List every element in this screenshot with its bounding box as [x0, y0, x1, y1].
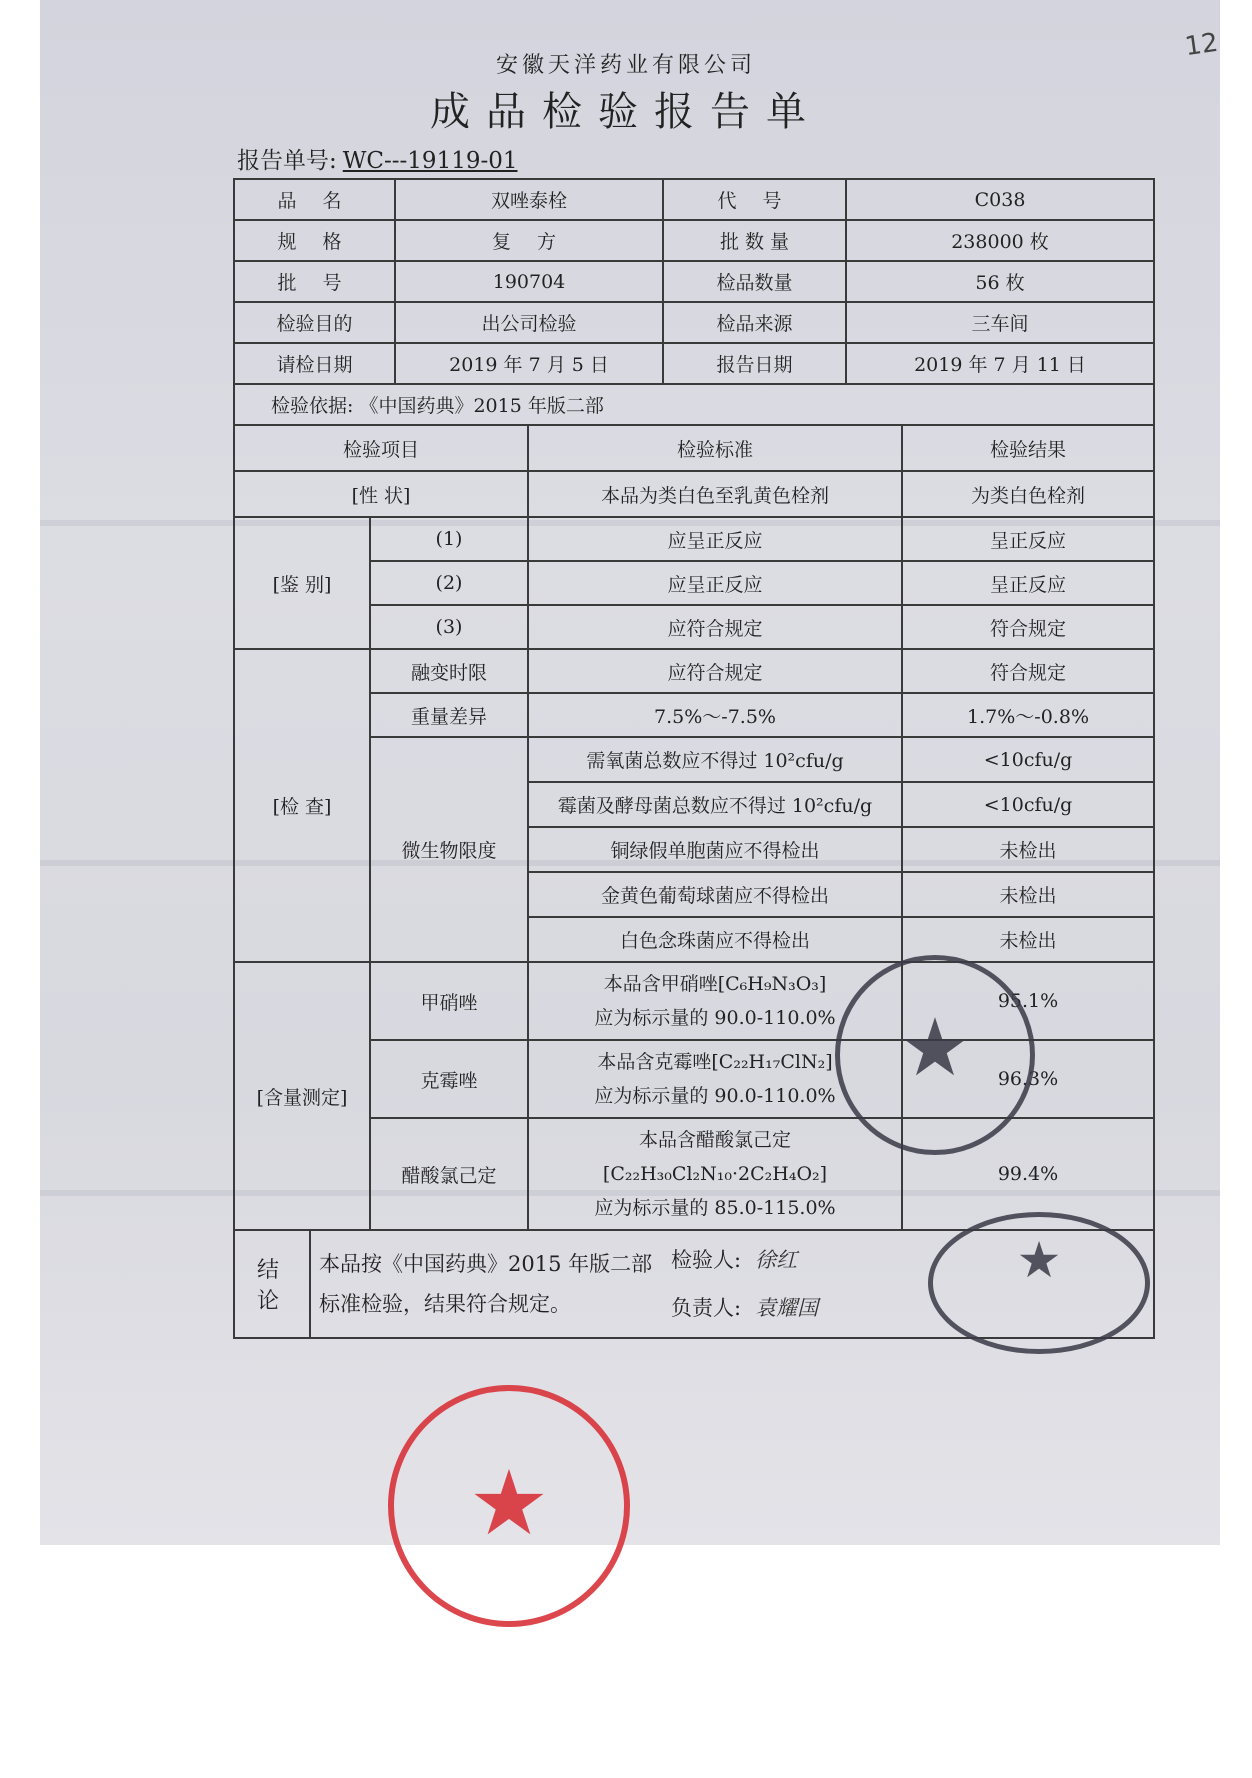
weight-label: 重量差异 — [370, 693, 528, 737]
softening-result: 符合规定 — [902, 649, 1154, 693]
identification-sub: (1) — [370, 517, 528, 561]
assay-result: 95.1% — [902, 962, 1154, 1040]
microbe-result: <10cfu/g — [902, 737, 1154, 782]
inspector-label: 检验人: — [671, 1248, 742, 1272]
microbe-standard: 金黄色葡萄球菌应不得检出 — [528, 872, 902, 917]
identification-standard: 应呈正反应 — [528, 561, 902, 605]
batch-qty-label: 批 数 量 — [663, 220, 846, 261]
sample-qty-label: 检品数量 — [663, 261, 846, 302]
assay-result: 99.4% — [902, 1118, 1154, 1230]
assay-label: [含量测定] — [234, 962, 370, 1230]
identification-result: 呈正反应 — [902, 561, 1154, 605]
identification-result: 呈正反应 — [902, 517, 1154, 561]
code-value: C038 — [846, 179, 1154, 220]
assay-sub: 甲硝唑 — [370, 962, 528, 1040]
col-header-standard: 检验标准 — [528, 425, 902, 471]
assay-standard-line: 本品含克霉唑[C₂₂H₁₇ClN₂] — [597, 1051, 833, 1073]
microbe-standard: 需氧菌总数应不得过 10²cfu/g — [528, 737, 902, 782]
appearance-label: [性 状] — [234, 471, 528, 517]
batch-no-value: 190704 — [395, 261, 663, 302]
report-number-value: WC---19119-01 — [342, 148, 518, 174]
inspector-signature: 徐红 — [755, 1248, 798, 1272]
identification-sub: (2) — [370, 561, 528, 605]
batch-no-label: 批 号 — [234, 261, 395, 302]
softening-label: 融变时限 — [370, 649, 528, 693]
sample-qty-value: 56 枚 — [846, 261, 1154, 302]
page-number: 12 — [1183, 27, 1221, 63]
star-icon: ★ — [899, 1001, 971, 1094]
red-seal-stamp — [388, 1385, 630, 1627]
microbe-result: <10cfu/g — [902, 782, 1154, 827]
microbe-standard: 霉菌及酵母菌总数应不得过 10²cfu/g — [528, 782, 902, 827]
identification-standard: 应符合规定 — [528, 605, 902, 649]
microbe-result: 未检出 — [902, 872, 1154, 917]
code-label: 代 号 — [663, 179, 846, 220]
batch-qty-value: 238000 枚 — [846, 220, 1154, 261]
assay-result: 96.3% — [902, 1040, 1154, 1118]
report-number-label: 报告单号: — [237, 148, 337, 174]
inspection-label: [检 查] — [234, 649, 370, 962]
inspection-seal-stamp — [928, 1212, 1150, 1354]
identification-result: 符合规定 — [902, 605, 1154, 649]
assay-standard-line: 本品含甲硝唑[C₆H₉N₃O₃] — [603, 973, 827, 995]
microbe-standard: 铜绿假单胞菌应不得检出 — [528, 827, 902, 872]
conclusion-label: 结 论 — [234, 1230, 310, 1338]
col-header-item: 检验项目 — [234, 425, 528, 471]
report-table — [233, 178, 1155, 1339]
purpose-label: 检验目的 — [234, 302, 395, 343]
chief-signature: 袁耀国 — [755, 1296, 819, 1320]
purpose-value: 出公司检验 — [395, 302, 663, 343]
star-icon: ★ — [468, 1451, 550, 1556]
weight-standard: 7.5%～-7.5% — [528, 693, 902, 737]
identification-standard: 应呈正反应 — [528, 517, 902, 561]
identification-sub: (3) — [370, 605, 528, 649]
appearance-result: 为类白色栓剂 — [902, 471, 1154, 517]
weight-result: 1.7%～-0.8% — [902, 693, 1154, 737]
assay-standard-line: 应为标示量的 90.0-110.0% — [594, 1085, 836, 1107]
assay-standard — [528, 1118, 902, 1230]
assay-standard-line: 应为标示量的 85.0-115.0% — [594, 1197, 836, 1219]
assay-sub: 醋酸氯己定 — [370, 1118, 528, 1230]
product-name-label: 品 名 — [234, 179, 395, 220]
source-label: 检品来源 — [663, 302, 846, 343]
assay-sub: 克霉唑 — [370, 1040, 528, 1118]
col-header-result: 检验结果 — [902, 425, 1154, 471]
spec-value: 复 方 — [395, 220, 663, 261]
appearance-standard: 本品为类白色至乳黄色栓剂 — [528, 471, 902, 517]
softening-standard: 应符合规定 — [528, 649, 902, 693]
microbe-label: 微生物限度 — [370, 737, 528, 962]
microbe-result: 未检出 — [902, 827, 1154, 872]
report-date-value: 2019 年 7 月 11 日 — [846, 343, 1154, 384]
assay-standard-line: [C₂₂H₃₀Cl₂N₁₀·2C₂H₄O₂] — [602, 1163, 828, 1185]
star-icon: ★ — [1016, 1231, 1062, 1289]
qc-seal-stamp — [835, 955, 1035, 1155]
product-name: 双唑泰栓 — [395, 179, 663, 220]
microbe-standard: 白色念珠菌应不得检出 — [528, 917, 902, 962]
conclusion-text: 本品按《中国药典》2015 年版二部标准检验，结果符合规定。 — [310, 1230, 663, 1338]
request-date-value: 2019 年 7 月 5 日 — [395, 343, 663, 384]
company-name: 安徽天洋药业有限公司 — [495, 53, 756, 78]
assay-standard-line: 应为标示量的 90.0-110.0% — [594, 1007, 836, 1029]
chief-label: 负责人: — [671, 1296, 742, 1320]
report-title: 成品检验报告单 — [430, 89, 822, 135]
identification-label: [鉴 别] — [234, 517, 370, 649]
spec-label: 规 格 — [234, 220, 395, 261]
microbe-result: 未检出 — [902, 917, 1154, 962]
report-date-label: 报告日期 — [663, 343, 846, 384]
inspection-basis: 检验依据: 《中国药典》2015 年版二部 — [234, 384, 1154, 425]
request-date-label: 请检日期 — [234, 343, 395, 384]
assay-standard-line: 本品含醋酸氯己定 — [639, 1129, 792, 1151]
source-value: 三车间 — [846, 302, 1154, 343]
report-number — [237, 142, 518, 175]
